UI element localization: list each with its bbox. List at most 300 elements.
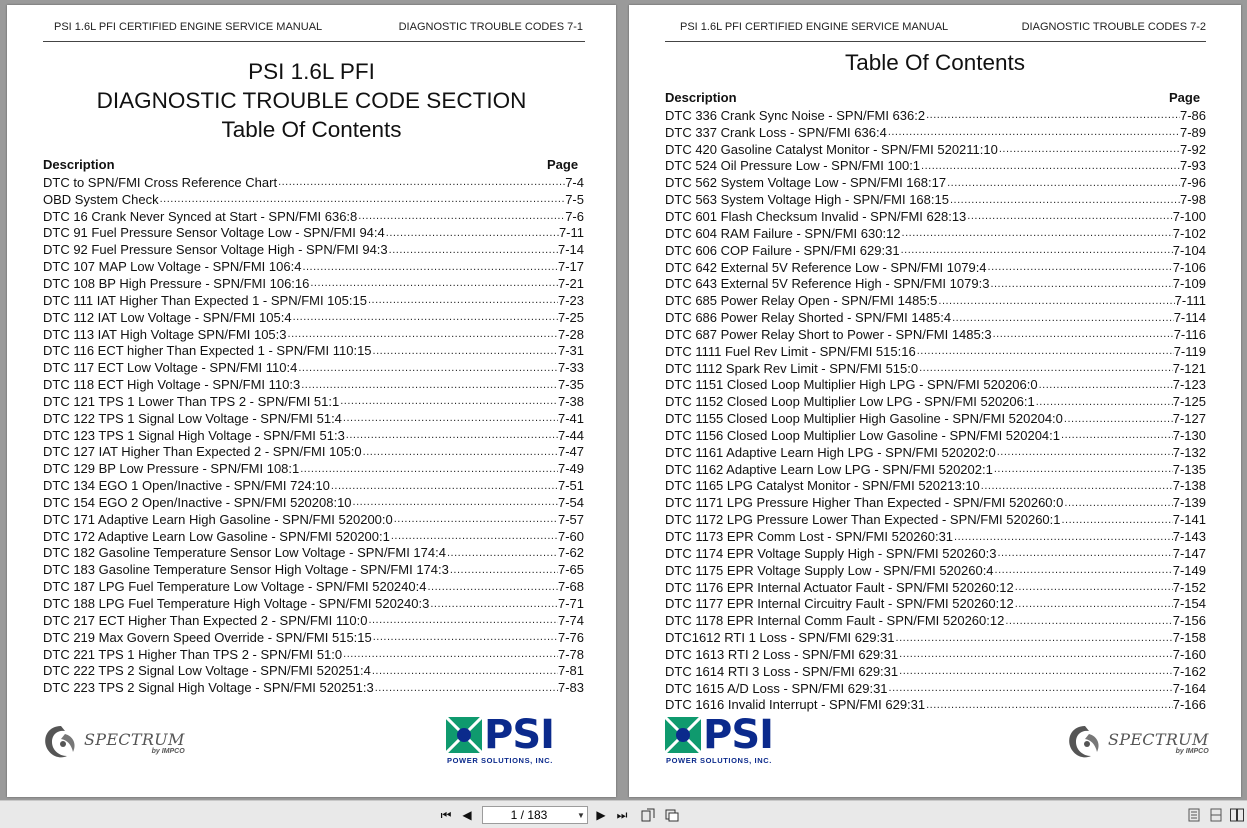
document-page-2 (629, 5, 1241, 797)
toc-entry-page: 7-47 (557, 444, 584, 460)
toc-entry-description: DTC 129 BP Low Pressure - SPN/FMI 108:1 (43, 461, 300, 477)
toc-entry-description: DTC 1156 Closed Loop Multiplier Low Gasoline - SPN/FMI 520204:1 (665, 427, 1061, 443)
toc-entry-description: DTC 1173 EPR Comm Lost - SPN/FMI 520260:31 (665, 529, 954, 545)
toc-entry[interactable] (665, 107, 1206, 124)
toc-entry-page: 7-106 (1172, 259, 1206, 275)
toc-entry[interactable] (665, 511, 1206, 528)
toc-entry[interactable] (665, 326, 1206, 343)
toc-entry[interactable] (43, 477, 584, 494)
toc-entry-page: 7-139 (1172, 495, 1206, 511)
toc-entry-page: 7-11 (558, 225, 584, 241)
toc-entry-page: 7-123 (1172, 377, 1206, 393)
toc-entry[interactable] (665, 124, 1206, 141)
toc-entry[interactable] (43, 460, 584, 477)
toc-entry-description: DTC 183 Gasoline Temperature Sensor High Voltage - SPN/FMI 174:3 (43, 562, 449, 578)
toc-entry-description: DTC 1614 RTI 3 Loss - SPN/FMI 629:31 (665, 663, 899, 679)
toc-entry[interactable] (43, 326, 584, 343)
toc-entry[interactable] (43, 646, 584, 663)
toc-entry-page: 7-76 (557, 629, 584, 645)
toc-entry-description: DTC 154 EGO 2 Open/Inactive - SPN/FMI 520208:10 (43, 494, 352, 510)
toc-leader-dots (339, 395, 558, 407)
toc-entry-page: 7-93 (1179, 158, 1206, 174)
toc-entry-page: 7-5 (565, 191, 584, 207)
toc-entry-page: 7-143 (1172, 529, 1206, 545)
toc-entry-description: DTC 1155 Closed Loop Multiplier High Gasoline - SPN/FMI 520204:0 (665, 411, 1063, 427)
toc-entry[interactable] (43, 241, 584, 258)
toc-leader-dots (949, 194, 1180, 206)
toc-leader-dots (993, 463, 1173, 475)
toc-leader-dots (345, 429, 558, 441)
toc-leader-dots (287, 328, 558, 340)
page-title (629, 48, 1241, 77)
toc-entry-page: 7-141 (1172, 512, 1206, 528)
title-line-2: DIAGNOSTIC TROUBLE CODE SECTION (96, 88, 527, 113)
toc-entry-page: 7-135 (1172, 461, 1206, 477)
toc-entry[interactable] (43, 258, 584, 275)
toc-entry-page: 7-96 (1179, 175, 1206, 191)
toc-leader-dots (390, 530, 558, 542)
toc-entry-description: DTC1612 RTI 1 Loss - SPN/FMI 629:31 (665, 630, 895, 646)
toc-leader-dots (918, 362, 1173, 374)
toc-leader-dots (953, 531, 1173, 543)
toc-entry-page: 7-158 (1172, 630, 1206, 646)
toc-entry-description: DTC 92 Fuel Pressure Sensor Voltage High - SPN/FMI 94:3 (43, 242, 388, 258)
toc-entry[interactable] (665, 158, 1206, 175)
toc-leader-dots (951, 312, 1174, 324)
toc-entry-page: 7-147 (1172, 545, 1206, 561)
toc-entry[interactable] (665, 242, 1206, 259)
toc-entry-page: 7-104 (1172, 242, 1206, 258)
spectrum-logo (1065, 722, 1209, 762)
toc-entry[interactable] (43, 679, 584, 696)
toc-entry-description: DTC 524 Oil Pressure Low - SPN/FMI 100:1 (665, 158, 921, 174)
toc-leader-dots (1061, 514, 1173, 526)
toc-entry-page: 7-86 (1179, 107, 1206, 123)
toc-entry-page: 7-35 (557, 377, 584, 393)
toc-entry-page: 7-166 (1172, 697, 1206, 713)
toc-leader-dots (980, 480, 1173, 492)
psi-tagline: POWER SOLUTIONS, INC. (666, 756, 772, 765)
toc-leader-dots (1060, 429, 1173, 441)
toc-leader-dots (385, 227, 559, 239)
toc-entry[interactable] (665, 377, 1206, 394)
toc-entry[interactable] (43, 292, 584, 309)
toc-leader-dots (429, 598, 558, 610)
toc-entry-description: DTC 187 LPG Fuel Temperature Low Voltage - SPN/FMI 520240:4 (43, 579, 427, 595)
toc-entry[interactable] (665, 292, 1206, 309)
toc-leader-dots (301, 261, 558, 273)
spectrum-swirl-icon (1065, 722, 1105, 762)
toc-leader-dots (1063, 413, 1173, 425)
rotate-icon[interactable] (640, 807, 656, 823)
toc-entry-page: 7-14 (557, 242, 584, 258)
toc-entry-page: 7-111 (1174, 293, 1206, 309)
toc-entry-page: 7-154 (1172, 596, 1206, 612)
toc-entry[interactable] (43, 376, 584, 393)
toc-entry[interactable] (43, 612, 584, 629)
toc-leader-dots (159, 193, 566, 205)
toc-entry-description: DTC 111 IAT Higher Than Expected 1 - SPN/FMI 105:15 (43, 292, 367, 308)
toc-leader-dots (996, 547, 1172, 559)
spectrum-wordmark: SPECTRUM (84, 729, 185, 749)
page-indicator: 1 / 183 (510, 808, 548, 822)
toc-entry[interactable] (43, 578, 584, 595)
toc-entry[interactable] (665, 208, 1206, 225)
toc-entry-description: DTC 686 Power Relay Shorted - SPN/FMI 1485:4 (665, 310, 952, 326)
toc-entry-description: DTC 1112 Spark Rev Limit - SPN/FMI 515:0 (665, 360, 919, 376)
first-page-icon[interactable]: ⏮ (440, 807, 452, 822)
toc-entry-description: DTC 123 TPS 1 Signal High Voltage - SPN/FMI 51:3 (43, 427, 345, 443)
title-line-3: Table Of Contents (221, 117, 402, 142)
toc-leader-dots (966, 210, 1172, 222)
header-rule (43, 41, 585, 42)
toc-entry[interactable] (665, 410, 1206, 427)
last-page-icon[interactable]: ⏭ (616, 807, 628, 822)
toc-entry[interactable] (665, 478, 1206, 495)
toc-entry[interactable] (665, 646, 1206, 663)
toc-entry-page: 7-21 (557, 275, 584, 291)
toc-entry[interactable] (665, 343, 1206, 360)
toc-entry[interactable] (665, 225, 1206, 242)
page-header-left: PSI 1.6L PFI CERTIFIED ENGINE SERVICE MANUAL (54, 21, 323, 33)
toc-entry-description: DTC 1151 Closed Loop Multiplier High LPG - SPN/FMI 520206:0 (665, 377, 1038, 393)
viewer-toolbar (0, 800, 1247, 828)
toc-entry[interactable] (43, 342, 584, 359)
toc-entry-description: DTC 606 COP Failure - SPN/FMI 629:31 (665, 242, 900, 258)
toc-entry-description: DTC 219 Max Govern Speed Override - SPN/FMI 515:15 (43, 629, 372, 645)
toc-leader-dots (1014, 598, 1173, 610)
toc-leader-dots (1014, 581, 1173, 593)
toc-leader-dots (388, 244, 558, 256)
toc-entry-page: 7-4 (565, 174, 584, 190)
toc-entry[interactable] (665, 393, 1206, 410)
toc-entry-page: 7-89 (1179, 124, 1206, 140)
single-page-icon[interactable] (1186, 807, 1202, 823)
col-description-header: Description (665, 90, 737, 105)
toc-leader-dots (330, 480, 558, 492)
toc-entry-page: 7-138 (1172, 478, 1206, 494)
toc-entry-page: 7-68 (557, 579, 584, 595)
toc-leader-dots (996, 446, 1173, 458)
toc-entry-page: 7-100 (1172, 208, 1206, 224)
two-page-view-icon[interactable] (664, 807, 680, 823)
toc-leader-dots (998, 143, 1180, 155)
toc-leader-dots (1035, 396, 1173, 408)
page-header-right: DIAGNOSTIC TROUBLE CODES 7-1 (398, 21, 583, 33)
toc-leader-dots (916, 345, 1174, 357)
toc-entry[interactable] (43, 174, 584, 191)
toc-entry-description: DTC 172 Adaptive Learn Low Gasoline - SPN/FMI 520200:1 (43, 528, 390, 544)
psi-logo (665, 712, 774, 765)
prev-page-icon[interactable]: ◀ (462, 808, 472, 822)
psi-logo (446, 712, 555, 765)
toc-leader-dots (987, 261, 1173, 273)
toc-leader-dots (426, 581, 558, 593)
toc-entry[interactable] (665, 191, 1206, 208)
toc-leader-dots (299, 463, 558, 475)
toc-entry-page: 7-114 (1173, 310, 1206, 326)
spectrum-byline: by IMPCO (151, 747, 185, 755)
toc-entry-description: DTC 122 TPS 1 Signal Low Voltage - SPN/FMI 51:4 (43, 410, 342, 426)
psi-emblem-icon (446, 717, 482, 753)
toc-entry-description: DTC 336 Crank Sync Noise - SPN/FMI 636:2 (665, 107, 926, 123)
toc-entry-page: 7-17 (557, 259, 584, 275)
toc-entry-description: DTC 1161 Adaptive Learn High LPG - SPN/FMI 520202:0 (665, 444, 996, 460)
toc-entry[interactable] (665, 528, 1206, 545)
toc-entry-description: DTC 107 MAP Low Voltage - SPN/FMI 106:4 (43, 259, 302, 275)
toc-entry-description: DTC 127 IAT Higher Than Expected 2 - SPN/FMI 105:0 (43, 444, 362, 460)
toc-entry-page: 7-57 (557, 511, 584, 527)
toc-entry-description: DTC 643 External 5V Reference High - SPN/FMI 1079:3 (665, 276, 990, 292)
toc-entry-description: DTC 112 IAT Low Voltage - SPN/FMI 105:4 (43, 309, 292, 325)
toc-leader-dots (888, 682, 1173, 694)
toc-leader-dots (362, 446, 558, 458)
toc-entry[interactable] (665, 579, 1206, 596)
spectrum-wordmark: SPECTRUM (1108, 729, 1209, 749)
toc-leader-dots (1004, 615, 1172, 627)
toc-entry[interactable] (43, 629, 584, 646)
toc-entry-page: 7-152 (1172, 579, 1206, 595)
toc-entry-page: 7-130 (1172, 427, 1206, 443)
toc-entry-description: DTC 1177 EPR Internal Circuitry Fault - SPN/FMI 520260:12 (665, 596, 1014, 612)
toc-entry-description: DTC 1172 LPG Pressure Lower Than Expected - SPN/FMI 520260:1 (665, 512, 1061, 528)
toc-leader-dots (367, 614, 558, 626)
toc-entry-page: 7-109 (1172, 276, 1206, 292)
toc-entry[interactable] (43, 561, 584, 578)
page-number-field[interactable] (482, 806, 588, 824)
spectrum-byline: by IMPCO (1175, 747, 1209, 755)
toc-entry[interactable] (665, 595, 1206, 612)
toc-entry-description: DTC 562 System Voltage Low - SPN/FMI 168:17 (665, 175, 947, 191)
toc-entry-description: DTC 1171 LPG Pressure Higher Than Expected - SPN/FMI 520260:0 (665, 495, 1064, 511)
toc-entry[interactable] (665, 612, 1206, 629)
toc-leader-dots (449, 564, 558, 576)
toc-entry[interactable] (43, 309, 584, 326)
toc-entry-description: DTC 113 IAT High Voltage SPN/FMI 105:3 (43, 326, 287, 342)
toc-entry-page: 7-44 (557, 427, 584, 443)
facing-pages-icon[interactable] (1229, 807, 1245, 823)
toc-entry-page: 7-116 (1173, 326, 1206, 342)
toc-entry-description: DTC 685 Power Relay Open - SPN/FMI 1485:5 (665, 293, 938, 309)
toc-entry-description: DTC 221 TPS 1 Higher Than TPS 2 - SPN/FMI 51:0 (43, 646, 343, 662)
page-header-left: PSI 1.6L PFI CERTIFIED ENGINE SERVICE MANUAL (680, 21, 949, 33)
toc-leader-dots (994, 564, 1173, 576)
toc-entry-description: DTC 601 Flash Checksum Invalid - SPN/FMI 628:13 (665, 208, 967, 224)
psi-emblem-icon (665, 717, 701, 753)
toc-entry[interactable] (665, 562, 1206, 579)
toc-leader-dots (898, 648, 1173, 660)
toc-leader-dots (292, 311, 558, 323)
toc-entry-page: 7-6 (565, 208, 584, 224)
toc-entry-description: DTC 1176 EPR Internal Actuator Fault - SPN/FMI 520260:12 (665, 579, 1014, 595)
toc-entry[interactable] (665, 259, 1206, 276)
toc-entry-description: OBD System Check (43, 191, 159, 207)
toc-entry[interactable] (43, 595, 584, 612)
toc-entry-page: 7-102 (1172, 225, 1206, 241)
toc-entry[interactable] (665, 545, 1206, 562)
toc-entry-page: 7-31 (557, 343, 584, 359)
toc-entry[interactable] (665, 275, 1206, 292)
toc-entry-page: 7-83 (557, 680, 584, 696)
toc-entry-page: 7-98 (1179, 192, 1206, 208)
toc-entry-description: DTC 217 ECT Higher Than Expected 2 - SPN/FMI 110:0 (43, 612, 368, 628)
next-page-icon[interactable]: ▶ (596, 808, 606, 822)
toc-entry-description: DTC 1162 Adaptive Learn Low LPG - SPN/FMI 520202:1 (665, 461, 993, 477)
toc-entry[interactable] (665, 444, 1206, 461)
toc-list (43, 174, 584, 696)
page-title (7, 57, 616, 144)
toc-entry-page: 7-60 (557, 528, 584, 544)
toc-leader-dots (895, 632, 1173, 644)
toc-leader-dots (446, 547, 558, 559)
spectrum-swirl-icon (41, 722, 81, 762)
toc-entry-description: DTC 1165 LPG Catalyst Monitor - SPN/FMI 520213:10 (665, 478, 980, 494)
toc-leader-dots (937, 295, 1174, 307)
col-description-header: Description (43, 157, 115, 172)
toc-leader-dots (342, 648, 558, 660)
toc-entry[interactable] (665, 360, 1206, 377)
toc-entry-page: 7-23 (557, 292, 584, 308)
toc-leader-dots (367, 294, 558, 306)
toc-entry-page: 7-41 (557, 410, 584, 426)
toc-entry-description: DTC 108 BP High Pressure - SPN/FMI 106:16 (43, 275, 310, 291)
toc-entry[interactable] (43, 393, 584, 410)
toc-entry-description: DTC 118 ECT High Voltage - SPN/FMI 110:3 (43, 377, 301, 393)
title-line: Table Of Contents (844, 50, 1026, 75)
toc-entry-description: DTC 91 Fuel Pressure Sensor Voltage Low - SPN/FMI 94:4 (43, 225, 385, 241)
toc-entry-description: DTC 420 Gasoline Catalyst Monitor - SPN/FMI 520211:10 (665, 141, 998, 157)
toc-entry-description: DTC 1111 Fuel Rev Limit - SPN/FMI 515:16 (665, 343, 916, 359)
toc-leader-dots (946, 177, 1180, 189)
toc-leader-dots (992, 328, 1174, 340)
toc-leader-dots (898, 665, 1173, 677)
toc-entry[interactable] (665, 461, 1206, 478)
col-page-header: Page (1169, 90, 1201, 105)
toc-entry-page: 7-162 (1172, 663, 1206, 679)
toc-entry-page: 7-121 (1172, 360, 1206, 376)
toc-entry-description: DTC 223 TPS 2 Signal High Voltage - SPN/FMI 520251:3 (43, 680, 374, 696)
toc-entry[interactable] (665, 663, 1206, 680)
toc-entry[interactable] (43, 545, 584, 562)
toc-leader-dots (342, 412, 558, 424)
toc-entry-description: DTC 188 LPG Fuel Temperature High Voltage - SPN/FMI 520240:3 (43, 596, 430, 612)
toc-entry[interactable] (43, 275, 584, 292)
toc-leader-dots (925, 109, 1180, 121)
toc-entry[interactable] (665, 697, 1206, 714)
toc-entry[interactable] (665, 680, 1206, 697)
toc-entry-page: 7-156 (1172, 613, 1206, 629)
toc-entry-page: 7-92 (1179, 141, 1206, 157)
toc-entry[interactable] (43, 427, 584, 444)
toc-entry-page: 7-33 (557, 360, 584, 376)
toc-entry[interactable] (43, 410, 584, 427)
toc-entry[interactable] (43, 225, 584, 242)
toc-leader-dots (1038, 379, 1173, 391)
toc-entry-page: 7-78 (557, 646, 584, 662)
toc-entry[interactable] (665, 141, 1206, 158)
toc-entry[interactable] (665, 174, 1206, 191)
toc-entry[interactable] (43, 528, 584, 545)
toc-entry[interactable] (665, 309, 1206, 326)
toc-entry-description: DTC 116 ECT higher Than Expected 1 - SPN/FMI 110:15 (43, 343, 372, 359)
toc-leader-dots (352, 496, 558, 508)
toc-entry-page: 7-51 (557, 478, 584, 494)
toc-list (665, 107, 1206, 713)
toc-entry-description: DTC 563 System Voltage High - SPN/FMI 168:15 (665, 192, 949, 208)
toc-entry[interactable] (665, 427, 1206, 444)
toc-entry-page: 7-119 (1173, 343, 1206, 359)
page-header-right: DIAGNOSTIC TROUBLE CODES 7-2 (1021, 21, 1206, 33)
toc-entry-description: DTC 182 Gasoline Temperature Sensor Low Voltage - SPN/FMI 174:4 (43, 545, 446, 561)
toc-leader-dots (277, 176, 565, 188)
toc-entry-page: 7-149 (1172, 562, 1206, 578)
spectrum-logo (41, 722, 185, 762)
header-rule (665, 41, 1206, 42)
toc-entry[interactable] (43, 208, 584, 225)
toc-leader-dots (300, 379, 558, 391)
toc-leader-dots (989, 278, 1172, 290)
toc-entry-description: DTC 1174 EPR Voltage Supply High - SPN/FMI 520260:3 (665, 545, 997, 561)
toc-entry-description: DTC 1152 Closed Loop Multiplier Low LPG - SPN/FMI 520206:1 (665, 394, 1035, 410)
toc-entry-description: DTC 1615 A/D Loss - SPN/FMI 629:31 (665, 680, 888, 696)
toc-entry-page: 7-54 (557, 494, 584, 510)
toc-leader-dots (309, 277, 558, 289)
toc-entry[interactable] (43, 191, 584, 208)
toc-leader-dots (374, 682, 558, 694)
toc-entry[interactable] (43, 444, 584, 461)
psi-wordmark: PSI (703, 712, 774, 758)
title-line-1: PSI 1.6L PFI (248, 59, 375, 84)
toc-entry-page: 7-125 (1172, 394, 1206, 410)
toc-entry-description: DTC 134 EGO 1 Open/Inactive - SPN/FMI 724:10 (43, 478, 330, 494)
toc-entry[interactable] (665, 494, 1206, 511)
toc-entry-page: 7-127 (1172, 411, 1206, 427)
toc-entry-page: 7-25 (557, 309, 584, 325)
toc-entry-description: DTC 1175 EPR Voltage Supply Low - SPN/FMI 520260:4 (665, 562, 994, 578)
toc-leader-dots (901, 227, 1173, 239)
toc-entry-description: DTC 16 Crank Never Synced at Start - SPN/FMI 636:8 (43, 208, 358, 224)
toc-entry[interactable] (43, 494, 584, 511)
toc-entry-description: DTC 1616 Invalid Interrupt - SPN/FMI 629:31 (665, 697, 926, 713)
toc-entry[interactable] (43, 662, 584, 679)
toc-entry-description: DTC 222 TPS 2 Signal Low Voltage - SPN/FMI 520251:4 (43, 663, 371, 679)
psi-tagline: POWER SOLUTIONS, INC. (447, 756, 553, 765)
toc-entry[interactable] (43, 511, 584, 528)
document-page-1 (7, 5, 616, 797)
toc-entry-page: 7-164 (1172, 680, 1206, 696)
toc-leader-dots (920, 160, 1180, 172)
toc-entry-description: DTC 121 TPS 1 Lower Than TPS 2 - SPN/FMI 51:1 (43, 393, 340, 409)
toc-leader-dots (357, 210, 565, 222)
psi-wordmark: PSI (484, 712, 555, 758)
toc-entry-description: DTC 171 Adaptive Learn High Gasoline - SPN/FMI 520200:0 (43, 511, 393, 527)
toc-leader-dots (372, 631, 558, 643)
toc-entry-page: 7-65 (557, 562, 584, 578)
toc-entry-description: DTC 1178 EPR Internal Comm Fault - SPN/FMI 520260:12 (665, 613, 1005, 629)
toc-entry-page: 7-71 (557, 596, 584, 612)
toc-entry[interactable] (665, 629, 1206, 646)
toc-leader-dots (925, 699, 1173, 711)
toc-entry-description: DTC 687 Power Relay Short to Power - SPN/FMI 1485:3 (665, 326, 992, 342)
toc-leader-dots (887, 126, 1180, 138)
continuous-icon[interactable] (1208, 807, 1224, 823)
toc-entry-description: DTC to SPN/FMI Cross Reference Chart (43, 174, 278, 190)
toc-entry-description: DTC 117 ECT Low Voltage - SPN/FMI 110:4 (43, 360, 298, 376)
toc-entry[interactable] (43, 359, 584, 376)
toc-entry-description: DTC 642 External 5V Reference Low - SPN/FMI 1079:4 (665, 259, 987, 275)
chevron-down-icon[interactable]: ▼ (577, 810, 585, 820)
toc-leader-dots (372, 345, 558, 357)
